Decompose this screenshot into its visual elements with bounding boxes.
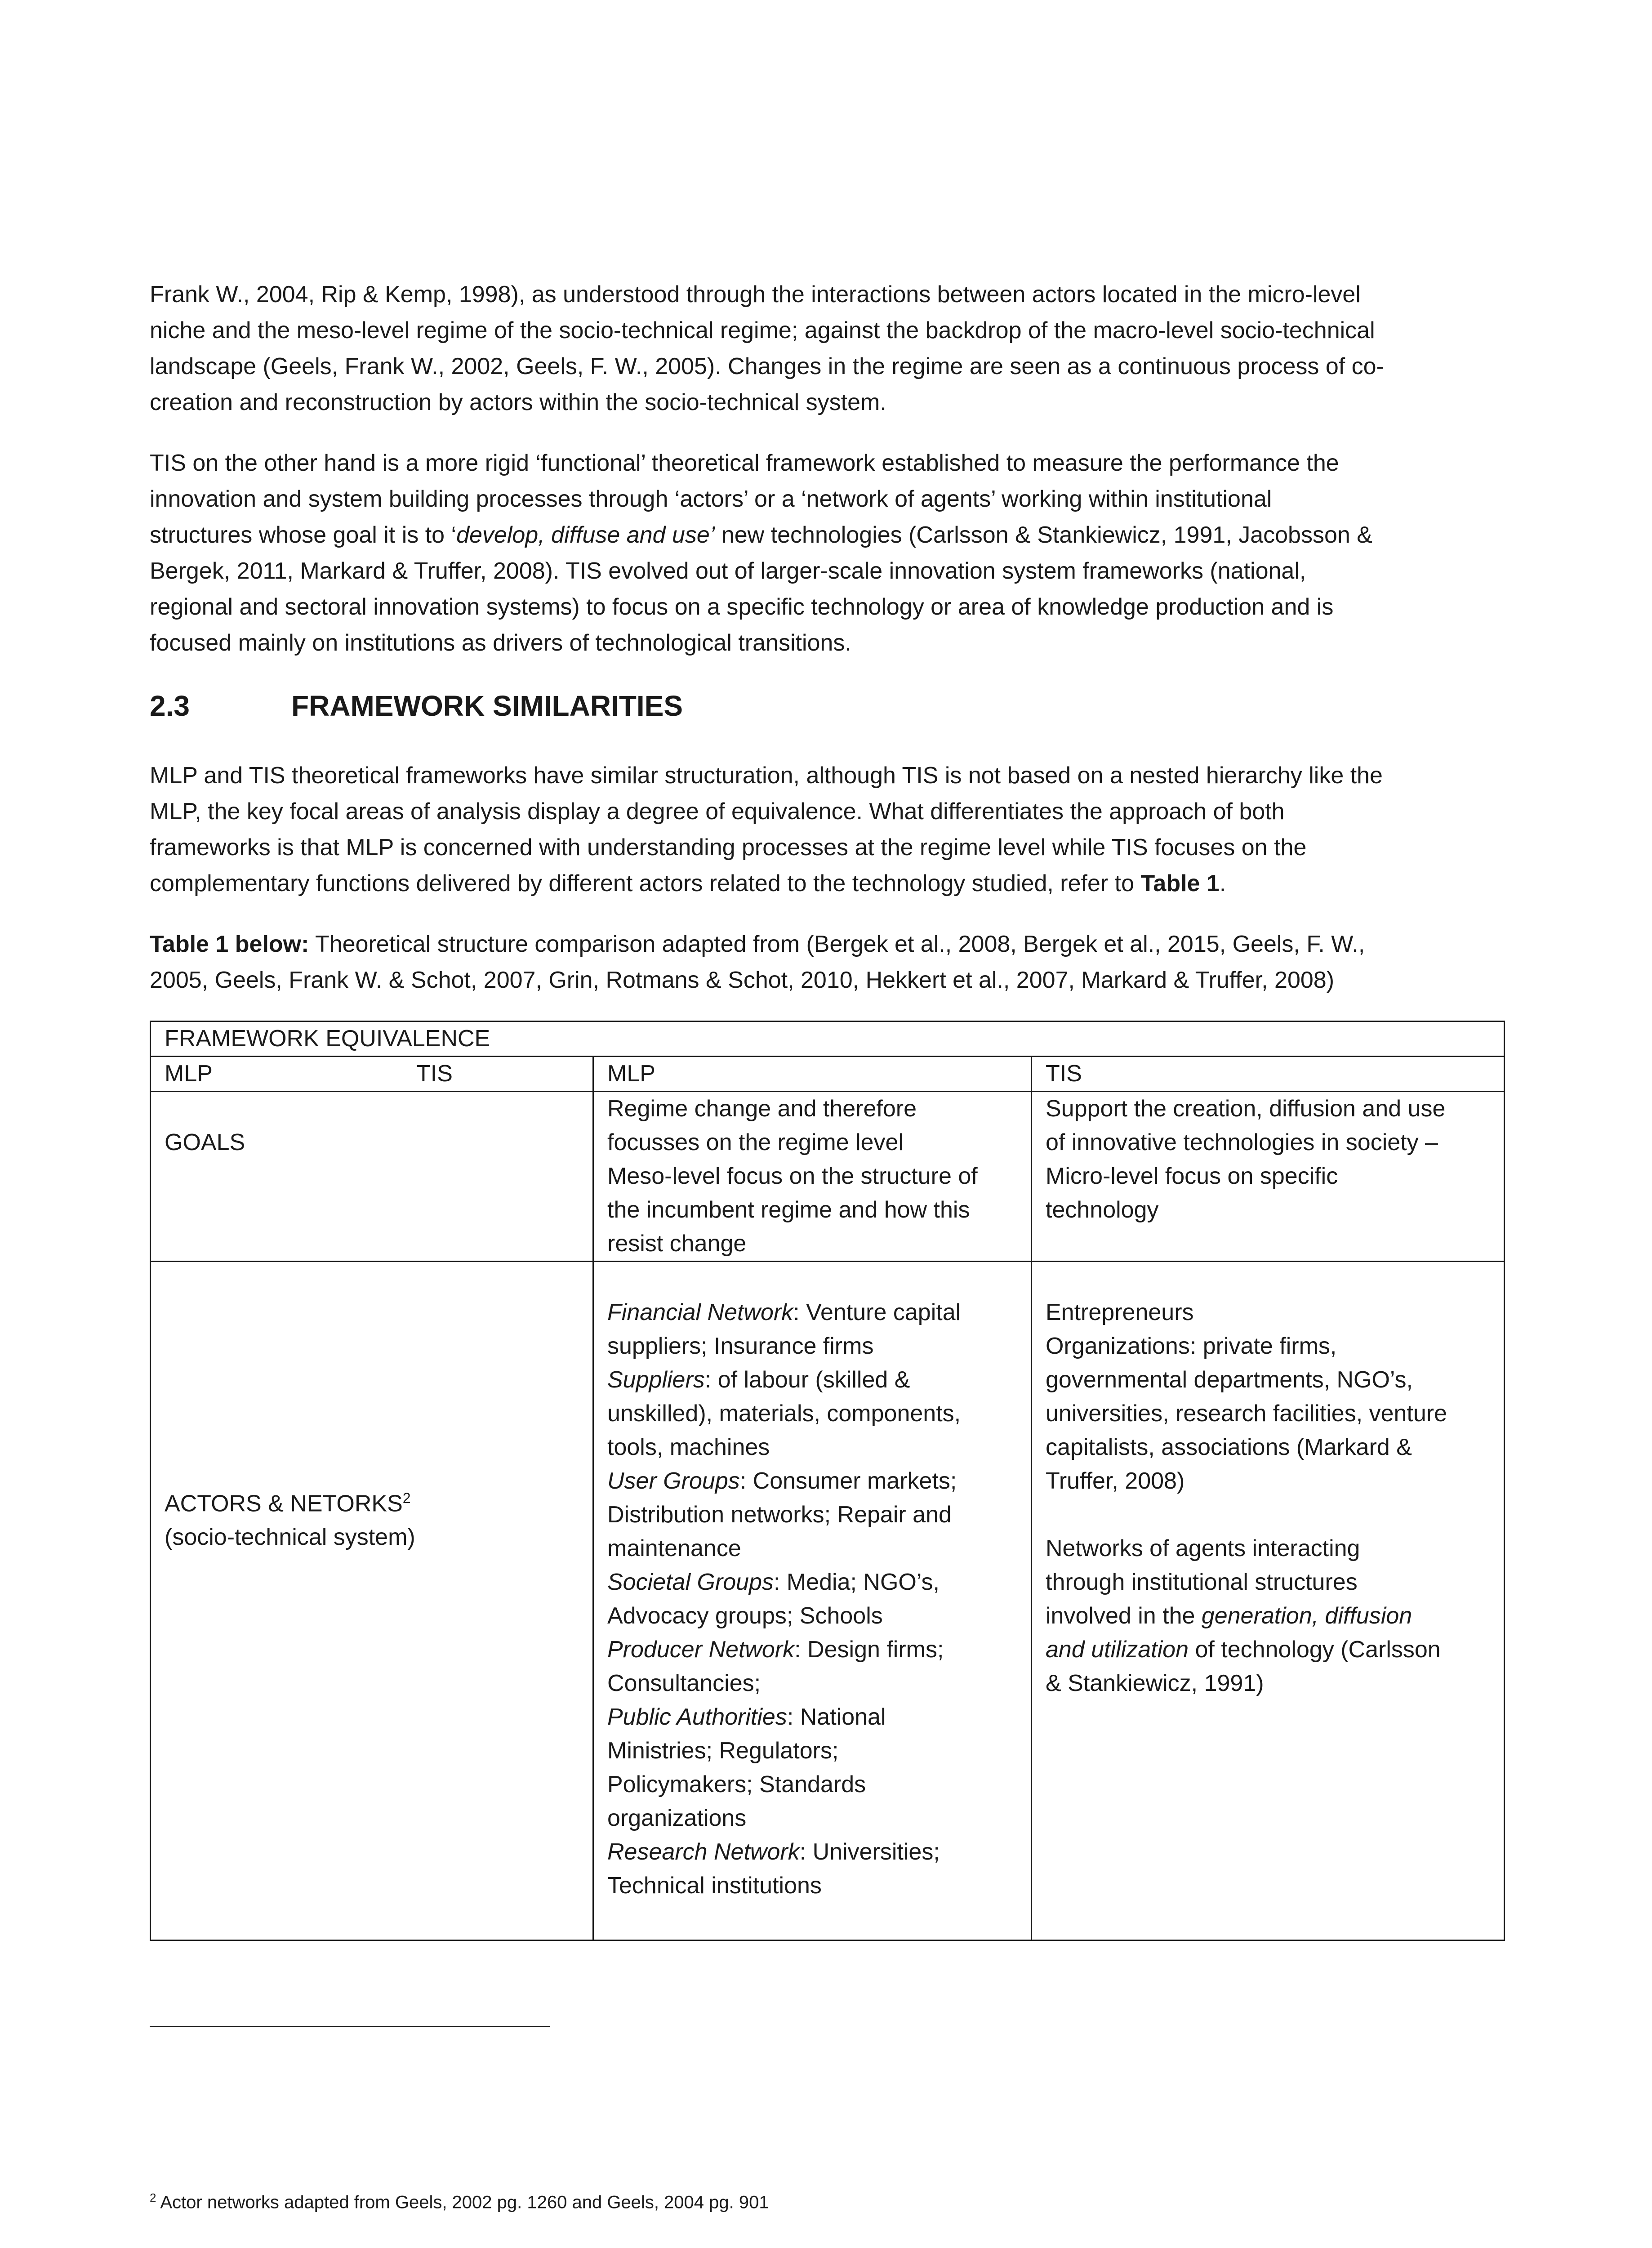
cell-line [607, 1296, 1017, 1329]
table-reference: Table 1 [1140, 870, 1220, 897]
emphasis-text: Producer Network [607, 1637, 795, 1663]
table-cell [151, 1092, 593, 1262]
text-line: innovation and system building processes through ‘actors’ or a ‘network of agents’ working within institutional [150, 486, 1272, 512]
cell-line: unskilled), materials, components, [607, 1401, 961, 1427]
row-label-sub: (socio-technical system) [165, 1524, 415, 1551]
emphasis-text: Financial Network [607, 1299, 793, 1325]
emphasis-text: Public Authorities [607, 1704, 787, 1730]
footnote-text: Actor networks adapted from Geels, 2002 pg. 1260 and Geels, 2004 pg. 901 [156, 2192, 769, 2212]
cell-line: Policymakers; Standards [607, 1771, 866, 1798]
emphasis-text: Research Network [607, 1839, 800, 1865]
cell-line: Networks of agents interacting [1046, 1535, 1360, 1561]
cell-line: Regime change and therefore [607, 1096, 917, 1122]
tis-paragraph [150, 445, 1503, 661]
emphasis-text: generation, diffusion [1201, 1603, 1412, 1629]
emphasis-text: and utilization [1046, 1637, 1189, 1663]
cell-line: Advocacy groups; Schools [607, 1603, 883, 1629]
table-row-goals [151, 1092, 1505, 1262]
table-cell [151, 1057, 593, 1092]
intro-paragraph [150, 277, 1503, 420]
cell-line: Organizations: private firms, [1046, 1333, 1337, 1359]
cell-line [607, 1363, 1017, 1397]
table-header-cell: FRAMEWORK EQUIVALENCE [151, 1021, 1505, 1057]
table-header-row [151, 1021, 1505, 1057]
subheader-mlp: MLP [165, 1061, 213, 1087]
table-cell [1032, 1262, 1505, 1940]
cell-line [1046, 1633, 1490, 1667]
table-cell [1032, 1092, 1505, 1262]
table-cell: TIS [1032, 1057, 1505, 1092]
text-line: TIS on the other hand is a more rigid ‘functional’ theoretical framework established to measure the performance the [150, 450, 1339, 476]
cell-line [607, 1633, 1017, 1667]
table-row-actors [151, 1262, 1505, 1940]
cell-line: the incumbent regime and how this [607, 1197, 970, 1223]
text-line: MLP and TIS theoretical frameworks have similar structuration, although TIS is not based on a nested hierarchy like the [150, 763, 1383, 789]
text-run: : Venture capital [793, 1299, 961, 1325]
cell-line [607, 1700, 1017, 1734]
text-run: Theoretical structure comparison adapted from (Bergek et al., 2008, Bergek et al., 2015, Geels, F. W., [309, 931, 1365, 957]
text-line [150, 517, 1503, 553]
cell-line: resist change [607, 1231, 747, 1257]
cell-line [1046, 1599, 1490, 1633]
subheader-tis: TIS [416, 1061, 453, 1087]
cell-line: & Stankiewicz, 1991) [1046, 1670, 1264, 1696]
cell-line: Consultancies; [607, 1670, 761, 1696]
cell-line: universities, research facilities, venture [1046, 1401, 1447, 1427]
footnote-marker: 2 [402, 1490, 411, 1506]
cell-line: Truffer, 2008) [1046, 1468, 1185, 1494]
cell-line [607, 1835, 1017, 1869]
spacer [1046, 1498, 1490, 1532]
footnote-marker: 2 [150, 2191, 156, 2204]
text-run: : National [787, 1704, 886, 1730]
text-run: structures whose goal it is to ‘ [150, 522, 457, 548]
cell-line: Micro-level focus on specific [1046, 1163, 1338, 1189]
row-label-actors [165, 1262, 579, 1521]
cell-line: maintenance [607, 1535, 741, 1561]
text-run: : Design firms; [794, 1637, 944, 1663]
text-line: regional and sectoral innovation systems) to focus on a specific technology or area of knowledge production and is [150, 594, 1334, 620]
cell-line [607, 1566, 1017, 1599]
text-line: creation and reconstruction by actors within the socio-technical system. [150, 389, 886, 415]
cell-line: suppliers; Insurance firms [607, 1333, 874, 1359]
section-number: 2.3 [150, 690, 190, 722]
text-line: niche and the meso-level regime of the socio-technical regime; against the backdrop of the macro-level socio-technical [150, 317, 1375, 343]
caption-label: Table 1 below: [150, 931, 309, 957]
footnote [150, 2184, 769, 2216]
emphasis-text: Suppliers [607, 1367, 705, 1393]
cell-line: technology [1046, 1197, 1159, 1223]
table-cell [151, 1262, 593, 1940]
table-cell [593, 1262, 1032, 1940]
text-line: focused mainly on institutions as drivers of technological transitions. [150, 630, 851, 656]
text-run: ACTORS & NETORKS [165, 1490, 403, 1517]
text-line: frameworks is that MLP is concerned with understanding processes at the regime level while TIS focuses on the [150, 834, 1307, 861]
text-run: : Consumer markets; [739, 1468, 957, 1494]
cell-line: Ministries; Regulators; [607, 1738, 839, 1764]
framework-table [150, 1021, 1505, 1941]
cell-line [607, 1464, 1017, 1498]
cell-line: Meso-level focus on the structure of [607, 1163, 978, 1189]
emphasis-text: Societal Groups [607, 1569, 774, 1595]
cell-line: capitalists, associations (Markard & [1046, 1434, 1412, 1460]
section-heading [150, 688, 1503, 724]
text-run: involved in the [1046, 1603, 1202, 1629]
text-line: Bergek, 2011, Markard & Truffer, 2008). TIS evolved out of larger-scale innovation system frameworks (national, [150, 558, 1306, 584]
emphasis-text: User Groups [607, 1468, 740, 1494]
emphasis-text: develop, diffuse and use’ [456, 522, 715, 548]
text-line [150, 865, 1503, 901]
cell-line: through institutional structures [1046, 1569, 1358, 1595]
cell-block [607, 1262, 1017, 1903]
footnote-separator [150, 2026, 550, 2027]
cell-line: Technical institutions [607, 1873, 822, 1899]
cell-line: Distribution networks; Repair and [607, 1502, 952, 1528]
cell-block [1046, 1262, 1490, 1700]
table-subheader-row [151, 1057, 1505, 1092]
cell-line: focusses on the regime level [607, 1129, 904, 1155]
text-run: complementary functions delivered by different actors related to the technology studied, refer to [150, 870, 1141, 897]
table-cell: MLP [593, 1057, 1032, 1092]
cell-line: governmental departments, NGO’s, [1046, 1367, 1413, 1393]
row-label-goals: GOALS [165, 1129, 245, 1155]
cell-line: Support the creation, diffusion and use [1046, 1096, 1446, 1122]
section-title: FRAMEWORK SIMILARITIES [291, 690, 683, 722]
text-line: MLP, the key focal areas of analysis display a degree of equivalence. What differentiates the approach of both [150, 798, 1285, 825]
text-line: Frank W., 2004, Rip & Kemp, 1998), as understood through the interactions between actors located in the micro-level [150, 281, 1361, 308]
text-run: of technology (Carlsson [1189, 1637, 1441, 1663]
cell-line: of innovative technologies in society – [1046, 1129, 1438, 1155]
table-caption [150, 926, 1503, 998]
text-run: new technologies (Carlsson & Stankiewicz, 1991, Jacobsson & [715, 522, 1372, 548]
cell-line: organizations [607, 1805, 747, 1831]
cell-line: tools, machines [607, 1434, 770, 1460]
similarity-paragraph [150, 758, 1503, 901]
text-run: . [1219, 870, 1226, 897]
text-line: landscape (Geels, Frank W., 2002, Geels, F. W., 2005). Changes in the regime are seen as a continuous process of co- [150, 353, 1384, 379]
text-line: 2005, Geels, Frank W. & Schot, 2007, Grin, Rotmans & Schot, 2010, Hekkert et al., 2007, Markard & Truffer, 2008) [150, 967, 1335, 993]
text-line [150, 926, 1503, 962]
cell-line: Entrepreneurs [1046, 1299, 1194, 1325]
text-run: : Universities; [799, 1839, 940, 1865]
text-run: : of labour (skilled & [704, 1367, 910, 1393]
text-run: : Media; NGO’s, [773, 1569, 940, 1595]
table-cell [593, 1092, 1032, 1262]
